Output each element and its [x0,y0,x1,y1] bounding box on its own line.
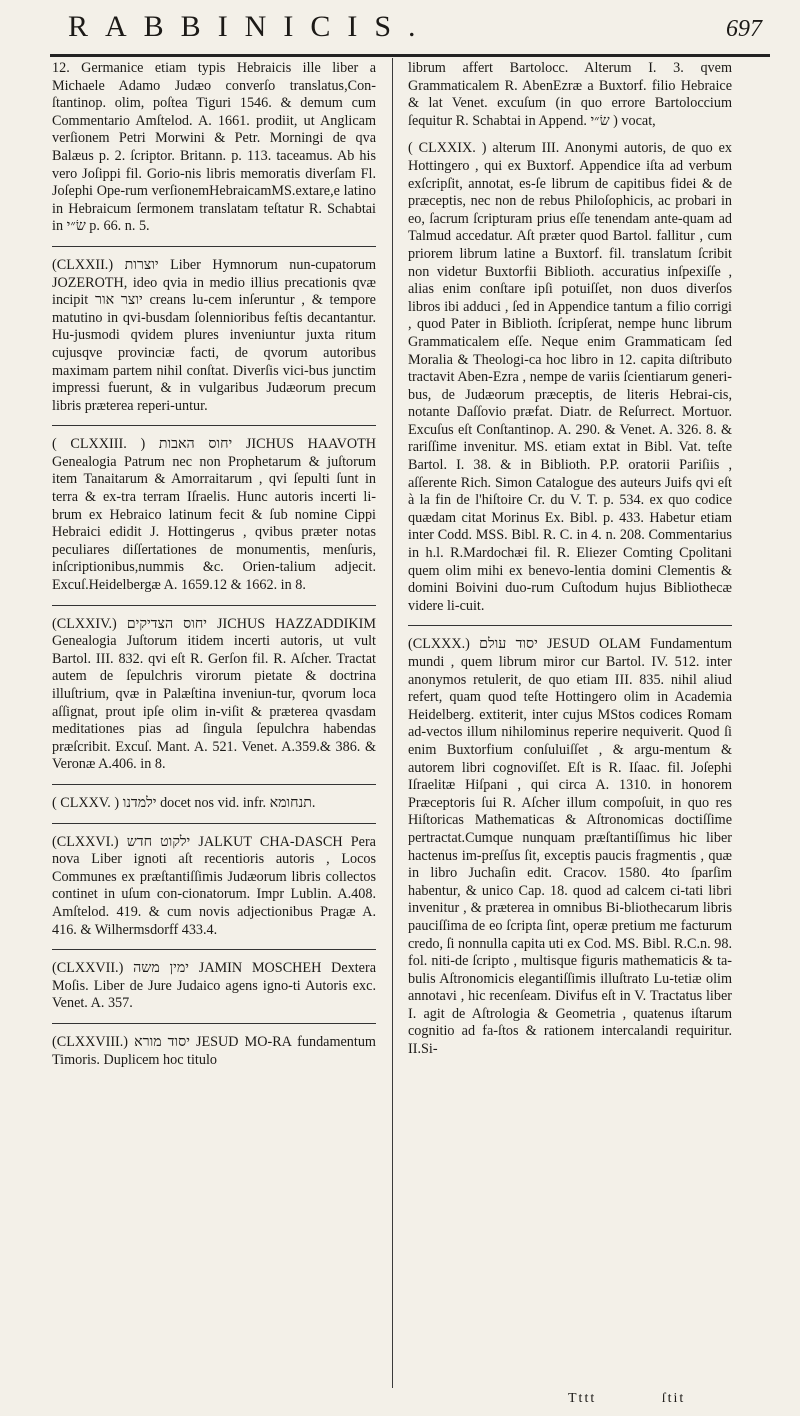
catchword-line [568,1391,745,1407]
entry-paragraph: ( CLXXV. ) ילמדנו docet nos vid. infr. תנחומא. [52,794,316,811]
left-column [52,60,376,1079]
entry-separator [52,425,376,426]
entry-separator [52,246,376,247]
entry-paragraph: (CLXXVI.) ילקוט חדש JALKUT CHA-DASCH Pera nova Liber ignoti aſt recentioris autoris , Locos Communes ex præſtantiſſimis Judæorum libris collectos continet in uſum con-cionatorum. Impr Lublin. A.408. Amſtelod. 419. & cum novis adjectionibus Pragæ A. 416. & Wilhermsdorff 433.4. [52,833,376,938]
header-rule [50,54,770,57]
entry-paragraph: ( CLXXIX. ) alterum III. Anonymi autoris, de quo ex Hottingero , qui ex Buxtorf. Appendice iſta ad verbum exſcripſit, annotat, es-ſe librum de capitibus fidei & de præceptis, nec non de rebus Philoſophicis, ac probari in eo, ſacrum ſcripturam prius eſſe tenendam ante-quam ad Talmud accedatur. Aſt præter quod Bartol. fallitur , cum priorem librum latine a Buxtorf. fil. translatum ſcribit non videtur Buxtorfii Biblioth. accuratius inſpexiſſe , alias enim conſtare ipſi potuiſſet, non duos diverſos libros ibi adduci , ſed in Appendice tantum a filio corrigi , quod Pater in Biblioth. ſcripſerat, nempe hunc librum Grammaticalem eſſe. Neque enim Grammaticam ſed Moralia & Theologi-ca hoc libro in 12. capita diſtributo tractavit Aben-Ezra , nempe de variis ſcientiarum generi-bus, de Judæorum præceptis, de literis Hebrai-cis, notante Daſſovio præfat. Diatr. de Reſurrect. Mortuor. Excuſus eſt Conſtantinop. A. 290. & Venet. A. 326. 8. & rariſſime invenitur. MS. etiam extat in Bibl. Vat. teſte Bartol. I. 38. & in Biblioth. P.P. oratorii Pariſiis , aſſerente Rich. Simon Catalogue des auteurs Juifs qvi eſt à la fin de l'hiſtoire Cr. du V. T. p. 534. ex quo codice quædam citat Morinus Ex. Bibl. p. 433. Habetur etiam inter Codd. MSS. Bibl. R. C. in 4. n. 208. Commentarius in h.l. R.Mardochæi fil. R. Eliezer Comting Cpolitani quem olim mihi ex benevo-lentia domini Clementis & domini Boivini duo-rum Cuſtodum hujus Bibliothecæ videre li-cuit. [408,140,732,614]
entry-paragraph: ( CLXXIII. ) יחוס האבות JICHUS HAAVOTH Genealogia Patrum nec non Prophetarum & juſtorum item Tanaitarum & Amorraitarum , qvi ſepulti ſunt in terra & ex-tra terram Iſraelis. Hunc autoris incerti li-brum ex Hebraico latinum fecit & ſub nomine Cippi Hebraici edidit J. Hottingerus , qvibus præter notas peculiares diſſertationes de monumentis, menſuris, inſcriptionibus,nummis &c. Orien-talium adjecit. Excuſ.Heidelbergæ A. 1659.12 & 1662. in 8. [52,436,376,594]
entry-separator [52,949,376,950]
running-head [0,6,800,50]
column-divider [392,58,393,1388]
signature-mark: Tttt [568,1391,597,1406]
catchword: ſtit [661,1391,686,1406]
right-column [408,60,732,1069]
entry-paragraph: (CLXXVII.) ימין משה JAMIN MOSCHEH Dextera Moſis. Liber de Jure Judaico agens igno-ti Autoris exc. Venet. A. 357. [52,960,377,1012]
running-title: RABBINICIS. [68,10,433,43]
entry-paragraph: (CLXXVIII.) יסוד מורא JESUD MO-RA fundamentum Timoris. Duplicem hoc titulo [52,1033,376,1068]
entry-separator [52,1023,376,1024]
entry-paragraph: librum affert Bartolocc. Alterum I. 3. qvem Grammaticalem R. AbenEzræ a Buxtorf. filio Hebraice & lat Venet. excuſum (in quo errore Bartoloccium ſequitur R. Schabtai in Append. שׂ״י ) vocat, [408,60,732,129]
entry-paragraph: 12. Germanice etiam typis Hebraicis ille liber a Michaele Adamo Judæo converſo translatus,Con-ſtantinop. olim, poſtea Tiguri 1546. & demum cum Commentario Amſtelod. A. 1661. prodiit, ut Anglicam verſionem Petri Morwini & Petr. Morningi de qva Balæus p. 2. ſcriptor. Britann. p. 113. taceamus. Ab his vero Joſippi fil. Gorio-nis libris memoratis diverſam Fl. Joſephi Ope-rum verſionemHebraicamMS.extare,e latino in Hebraicum ſermonem translatam teſtatur R. Schabtai in שׂ״י p. 66. n. 5. [52,60,376,235]
entry-paragraph: (CLXXX.) יסוד עולם JESUD OLAM Fundamentum mundi , quem librum miror cur Bartol. IV. 512. inter anonymos retulerit, de quo etiam III. 835. nihil aliud refert, quam quod teſte Hottingero olim in Academia Heidelberg. extiterit, inter cujus MStos codices Romam ad-vectos illum nihilominus reperire nequiverit. Quod ſi enim Buxtorfium conſuluiſſet , & argu-mentum & autorem libri cognoviſſet. Eſt is R. Iſaac. fil. Joſephi Iſraelitæ Hiſpani , qui circa A. 1310. in honorem Præceptoris ſui R. Aſcher illum compoſuit, in quo res Hiſtoricas Mathematicas & Aſtronomicas doctiſſime pertractat.Cumque nunquam præſtantiſſimus hic liber hactenus im-preſſus ſit, exceptis paucis fragmentis , quæ in libro Juchaſin edit. Cracov. 1580. 4to ſparſim habentur, & unico Cap. 18. quod ad calcem ci-tati libri invenitur , & præterea in omnibus Bi-bliothecarum libris pauciſſima de eo ſcripta ſint, operæ pretium me facturum credo, ſi nonnulla capita uti ex Cod. MS. Bibl. R.C.n. 98. fol. niti-de ſcripto , multisque figuris mathematicis & ta-bulis Aſtronomicis elegantiſſimis illuſtrato Lu-tetiæ olim annotavi , hic recenſeam. Divifus eſt in V. Tractatus liber I. agit de Aſtrologia & Geometria , quatenus iſtarum cognitio ad fa-ſtos & rationem intercalandi requiritur. II.Si- [408,636,732,1058]
entry-paragraph: (CLXXIV.) יחוס הצדיקים JICHUS HAZZADDIKIM Genealogia Juſtorum itidem incerti autoris, ut vult Bartol. III. 832. qvi eſt R. Gerſon fil. R. Aſcher. Tractat autem de ſepulchris virorum pietate & doctrina illuſtrium, qvæ in Palæſtina inveniun-tur, qvorum loca aſſignat, prout ipſe olim in-viſit & præterea qvasdam meditationes pias ad ſingula ſepulchra habendas præſcribit. Excuſ. Mant. A. 521. Venet. A.359.& 386. & Veronæ A.406. in 8. [52,615,376,773]
entry-separator [52,605,376,606]
entry-paragraph: (CLXXII.) יוצרות Liber Hymnorum nun-cupatorum JOZEROTH, ideo qvia in medio illius precationis qvæ incipit יוצר אור creans lu-cem inſeruntur , & tempore matutino in qvi-busdam ſolennioribus feſtis decantantur. Hu-jusmodi qvidem plures inveniuntur juxta ritum cujusqve provinciæ facti, de qvorum autoribus maximam partem nihil conſtat. Diverſis vici-bus junctim impressi fuerunt, & in vulgaribus Judæorum precum libris præterea reperi-untur. [52,256,376,414]
entry-separator [52,784,376,785]
page-number: 697 [726,16,762,42]
entry-separator [52,823,376,824]
entry-separator [408,625,732,626]
